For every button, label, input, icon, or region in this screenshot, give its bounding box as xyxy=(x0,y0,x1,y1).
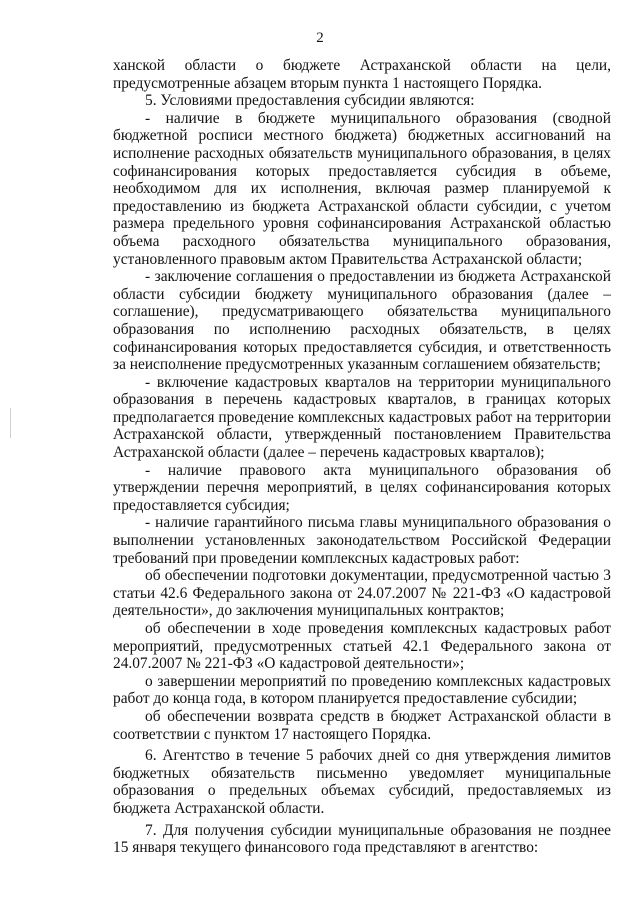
paragraph-guarantee-completion: о завершении мероприятий по проведению комплексных кадастровых работ до конца года, в котором планируется предоставление субсидии; xyxy=(113,672,611,708)
paragraph-item-5: 5. Условиями предоставления субсидии являются: xyxy=(145,92,475,110)
paragraph-continuation: ханской области о бюджете Астраханской области на цели, предусмотренные абзацем вторым пункта 1 настоящего Порядка. xyxy=(113,57,611,92)
paragraph-guarantee-measures: об обеспечении в ходе проведения комплексных кадастровых работ мероприятий, предусмотренных статьей 42.1 Федерального закона от 24.07.2007 № 221-ФЗ «О кадастровой деятельности»; xyxy=(113,620,611,673)
paragraph-guarantee-refund: об обеспечении возврата средств в бюджет Астраханской области в соответствии с пунктом 17 настоящего Порядка. xyxy=(113,707,611,743)
document-body xyxy=(113,57,611,857)
scan-artifact xyxy=(10,408,11,438)
paragraph-condition-quarters: - включение кадастровых кварталов на территории муниципального образования в перечень кадастровых кварталов, в границах которых предполагается проведение комплексных кадастровых работ на территории Астраханской области, утвержденный постановлением Правительства Астраханской области (далее – перечень кадастровых кварталов); xyxy=(113,373,611,462)
paragraph-item-7: 7. Для получения субсидии муниципальные образования не позднее 15 января текущего финансового года представляют в агентство: xyxy=(113,821,611,857)
paragraph-item-6: 6. Агентство в течение 5 рабочих дней со дня утверждения лимитов бюджетных обязательств письменно уведомляет муниципальные образования о предельных объемах субсидий, предоставляемых из бюджета Астраханской области. xyxy=(113,747,611,817)
paragraph-guarantee-documentation: об обеспечении подготовки документации, предусмотренной частью 3 статьи 42.6 Федерального закона от 24.07.2007 № 221-ФЗ «О кадастровой деятельности», до заключения муниципальных контрактов; xyxy=(113,567,611,620)
paragraph-condition-legal-act: - наличие правового акта муниципального образования об утверждении перечня мероприятий, в целях софинансирования которых предоставляется субсидия; xyxy=(113,461,611,514)
paragraph-condition-guarantee: - наличие гарантийного письма главы муниципального образования о выполнении установленных законодательством Российской Федерации требований при проведении комплексных кадастровых работ: xyxy=(113,514,611,567)
paragraph-condition-budget: - наличие в бюджете муниципального образования (сводной бюджетной росписи местного бюджета) бюджетных ассигнований на исполнение расходных обязательств муниципального образования, в целях софинансирования которых предоставляется субсидия в объеме, необходимом для их исполнения, включая размер планируемой к предоставлению из бюджета Астраханской области субсидии, с учетом размера предельного уровня софинансирования Астраханской областью объема расходного обязательства муниципального образования, установленного правовым актом Правительства Астраханской области; xyxy=(113,109,611,268)
page-number: 2 xyxy=(316,30,324,46)
paragraph-condition-agreement: - заключение соглашения о предоставлении из бюджета Астраханской области субсидии бюджету муниципального образования (далее – соглашение), предусматривающего обязательства муниципального образования по исполнению расходных обязательств, в целях софинансирования которых предоставляется субсидия, и ответственность за неисполнение предусмотренных указанным соглашением обязательств; xyxy=(113,268,611,374)
